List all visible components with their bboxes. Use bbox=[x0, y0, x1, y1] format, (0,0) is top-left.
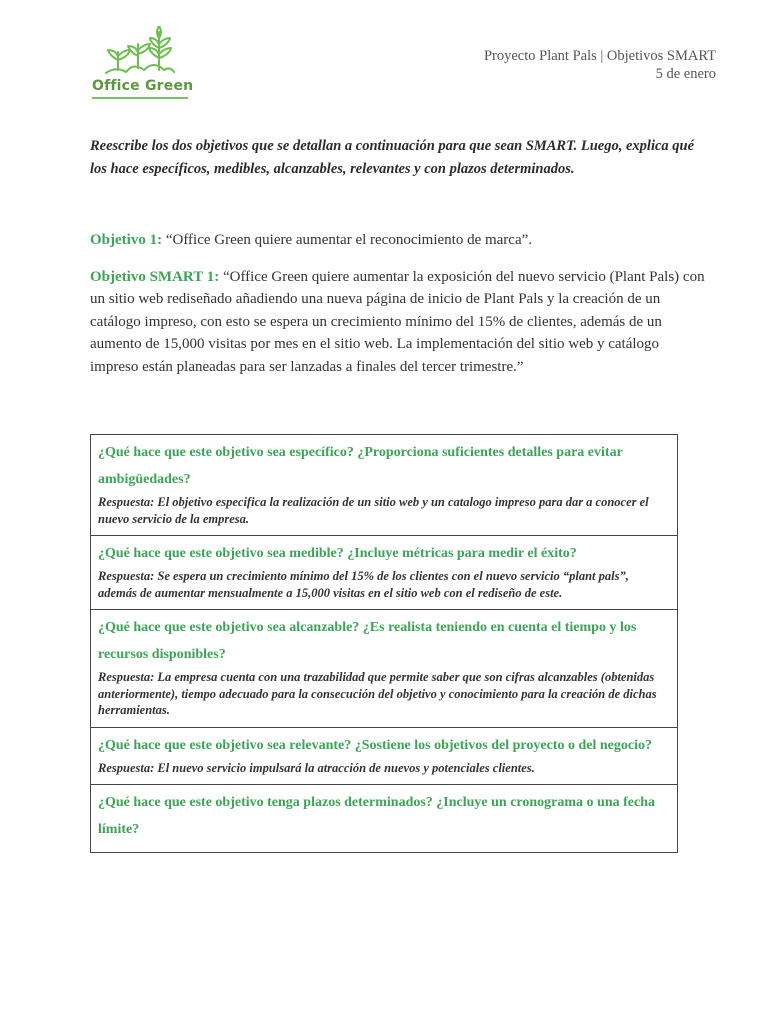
question-achievable: ¿Qué hace que este objetivo sea alcanzable? ¿Es realista teniendo en cuenta el tiempo y los recursos disponibles? bbox=[98, 620, 637, 662]
instructions-text: Reescribe los dos objetivos que se detallan a continuación para que sean SMART. Luego, explica qué los hace específicos, medibles, alcanzables, relevantes y con plazos determinados. bbox=[90, 138, 695, 177]
criteria-row-relevant bbox=[91, 727, 677, 785]
objective-1 bbox=[90, 229, 710, 251]
project-title: Proyecto Plant Pals | Objetivos SMART bbox=[483, 48, 716, 64]
smart-objective-1-text: “Office Green quiere aumentar la exposición del nuevo servicio (Plant Pals) con un sitio web rediseñado añadiendo una nueva página de inicio de Plant Pals y la creación de un catálogo impreso, con esto se espera un crecimiento mínimo del 15% de clientes, además de un aumento de 15,000 visitas por mes en el sitio web. La implementación del sitio web y catálogo impreso están planeadas para ser lanzadas a finales del tercer trimestre.” bbox=[90, 269, 705, 375]
logo-underline bbox=[92, 97, 188, 99]
criteria-row-measurable bbox=[91, 535, 677, 609]
smart-objective-1 bbox=[90, 266, 710, 378]
objective-1-label: Objetivo 1: bbox=[90, 232, 163, 248]
criteria-row-time-bound bbox=[91, 784, 677, 852]
criteria-row-specific bbox=[91, 435, 677, 535]
question-relevant: ¿Qué hace que este objetivo sea relevante? ¿Sostiene los objetivos del proyecto o del negocio? bbox=[98, 737, 652, 753]
answer-measurable: Respuesta: Se espera un crecimiento mínimo del 15% de los clientes con el nuevo servicio “plant pals”, además de aumentar mensualmente a 15,000 visitas en el sitio web con el rediseño de este. bbox=[98, 569, 629, 600]
question-measurable: ¿Qué hace que este objetivo sea medible? ¿Incluye métricas para medir el éxito? bbox=[98, 546, 577, 561]
question-specific: ¿Qué hace que este objetivo sea específico? ¿Proporciona suficientes detalles para evitar ambigüedades? bbox=[98, 445, 623, 487]
document-header bbox=[484, 47, 716, 83]
objective-1-text: “Office Green quiere aumentar el reconocimiento de marca”. bbox=[162, 232, 533, 248]
answer-specific: Respuesta: El objetivo especifica la realización de un sitio web y un catalogo impreso para dar a conocer el nuevo servicio de la empresa. bbox=[98, 495, 649, 526]
office-green-logo bbox=[90, 24, 194, 104]
logo-text: Office Green bbox=[92, 78, 194, 94]
document-date: 5 de enero bbox=[655, 66, 716, 82]
answer-relevant: Respuesta: El nuevo servicio impulsará la atracción de nuevos y potenciales clientes. bbox=[98, 760, 535, 775]
question-time-bound: ¿Qué hace que este objetivo tenga plazos determinados? ¿Incluye un cronograma o una fecha límite? bbox=[98, 795, 655, 837]
smart-criteria-table bbox=[90, 434, 678, 853]
criteria-row-achievable bbox=[91, 609, 677, 727]
sprout-plants-icon bbox=[104, 26, 176, 76]
smart-objective-1-label: Objetivo SMART 1: bbox=[90, 269, 220, 285]
answer-achievable: Respuesta: La empresa cuenta con una trazabilidad que permite saber que son cifras alcanzables (obtenidas anteriormente), tiempo adecuado para la consecución del objetivo y conocimiento para la creación de dichas herramientas. bbox=[98, 670, 657, 717]
